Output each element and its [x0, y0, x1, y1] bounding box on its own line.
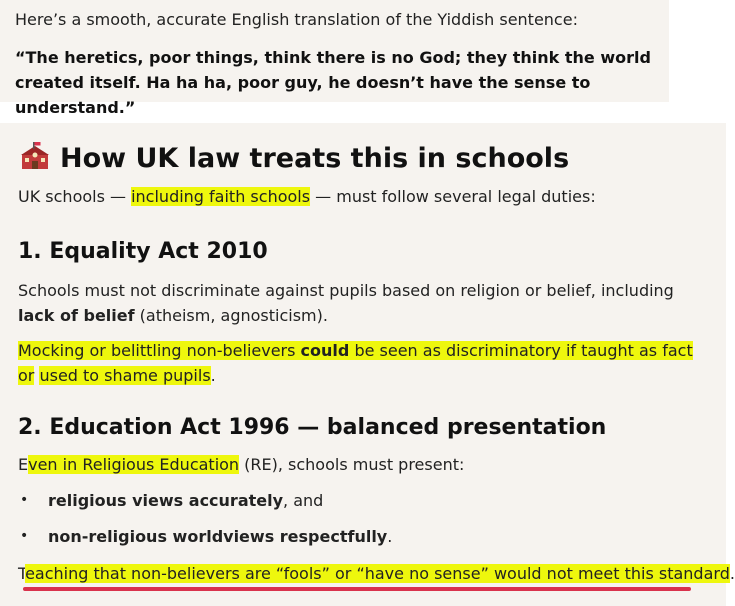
intro-before: UK schools —: [18, 187, 132, 206]
section-title-text: How UK law treats this in schools: [60, 143, 570, 174]
school-icon: [20, 141, 50, 171]
equality-para-end: (atheism, agnosticism).: [134, 306, 328, 325]
bullet2-end: .: [387, 527, 393, 546]
equality-paragraph: [18, 278, 708, 328]
final-start: T: [18, 564, 26, 583]
equality-para-bold: lack of belief: [18, 306, 135, 325]
bullet-marker: •: [20, 528, 29, 544]
education-intro-end: (RE), schools must present:: [239, 455, 465, 474]
bullet1-end: , and: [283, 491, 324, 510]
equality-highlight-paragraph: [18, 338, 708, 388]
education-heading: 2. Education Act 1996 — balanced presentation: [18, 415, 607, 440]
equality-hl-line2-end: .: [210, 366, 216, 385]
translation-quote: “The heretics, poor things, think there is no God; they think the world created itself. Ha ha ha, poor guy, he doesn’t have the sense to understand.”: [15, 48, 651, 117]
final-statement: [18, 564, 735, 583]
section-intro: [18, 187, 596, 206]
bullet-marker: •: [20, 492, 29, 508]
equality-hl-part2: be seen as discriminatory if taught as fact or: [18, 341, 693, 385]
bullet-item-religious: [48, 491, 323, 510]
equality-hl-bold: could: [300, 341, 350, 360]
translation-intro: Here’s a smooth, accurate English translation of the Yiddish sentence:: [15, 10, 578, 29]
bullet2-bold: non-religious worldviews respectfully: [48, 527, 388, 546]
bullet1-bold: religious views accurately: [48, 491, 284, 510]
equality-hl-line2: used to shame pupils: [39, 366, 211, 385]
final-end: .: [729, 564, 735, 583]
intro-highlight: including faith schools: [131, 187, 311, 206]
education-intro: [18, 455, 464, 474]
education-intro-highlight: ven in Religious Education: [28, 455, 240, 474]
education-intro-start: E: [18, 455, 29, 474]
red-underline: [23, 587, 691, 591]
equality-para-start: Schools must not discriminate against pupils based on religion or belief, including: [18, 281, 674, 300]
bullet-item-nonreligious: [48, 527, 392, 546]
equality-heading: 1. Equality Act 2010: [18, 239, 268, 264]
final-highlight: eaching that non-believers are “fools” or “have no sense” would not meet this standard: [25, 564, 730, 583]
equality-hl-part1: Mocking or belittling non-believers: [18, 341, 301, 360]
section-title: [20, 141, 569, 174]
intro-after: — must follow several legal duties:: [310, 187, 596, 206]
